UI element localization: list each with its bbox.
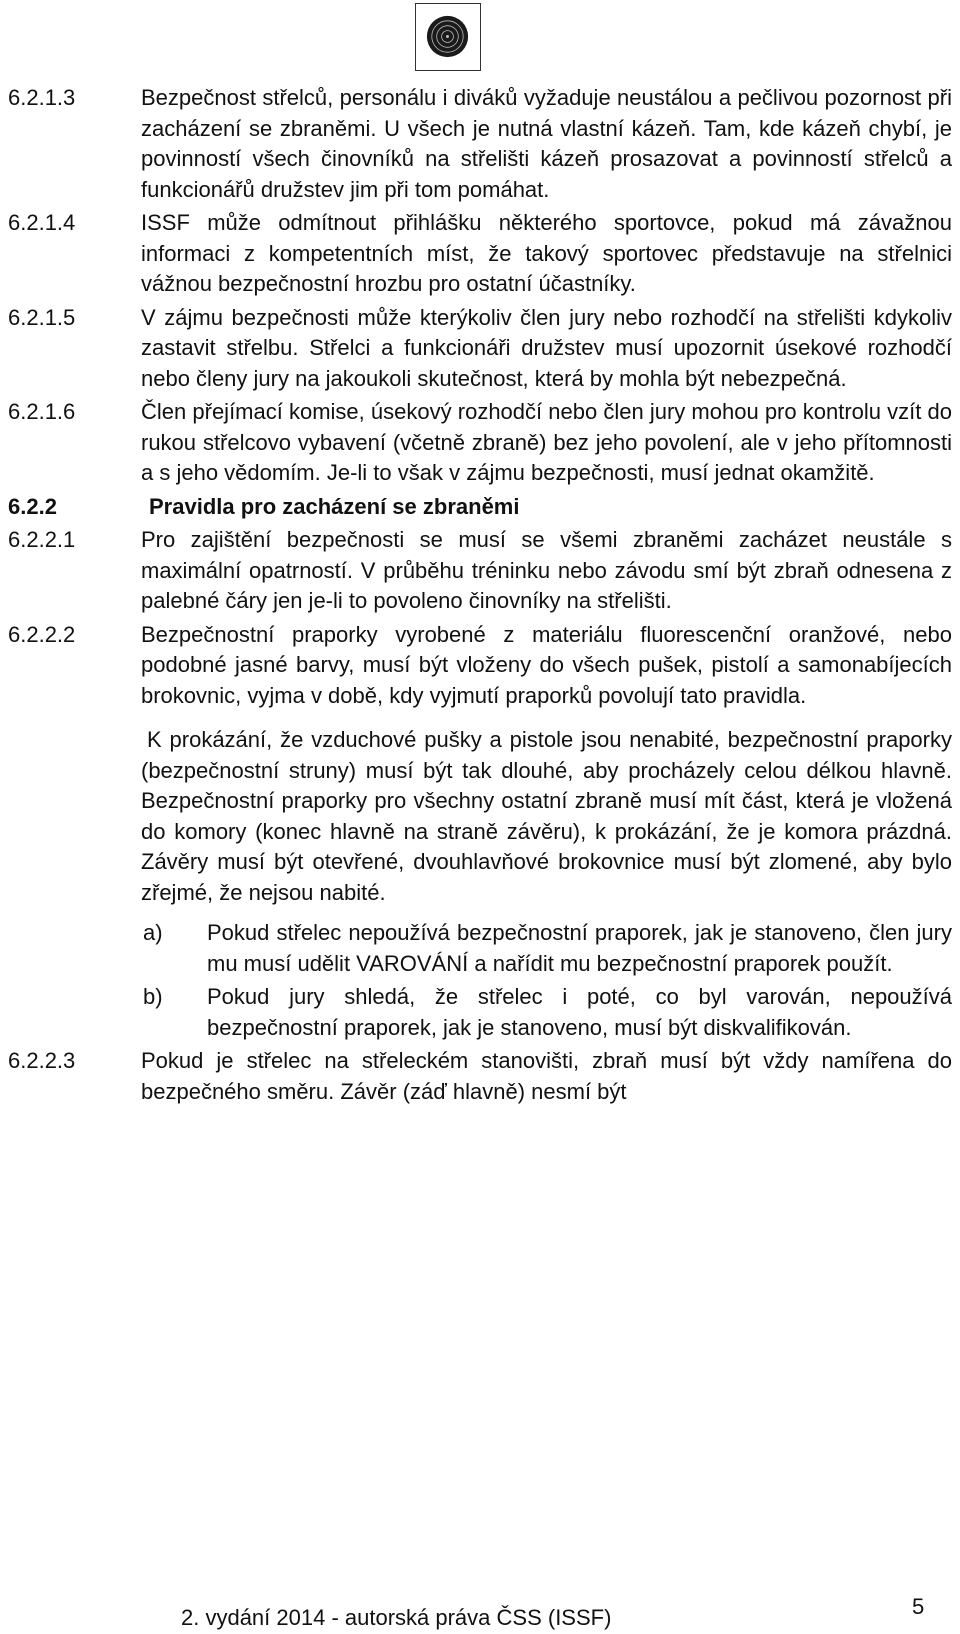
rule-number: 6.2.2.3 [8, 1048, 76, 1073]
list-item [141, 918, 952, 979]
rule-item-list [141, 918, 952, 1043]
section-title: Pravidla pro zacházení se zbraněmi [149, 493, 520, 519]
rule-6-2-1-4 [8, 208, 952, 300]
document-body [8, 83, 952, 1107]
rule-text: Bezpečnost střelců, personálu i diváků vyžaduje neustálou a pečlivou pozornost při zacházení se zbraněmi. U všech je nutná vlastní kázeň. Tam, kde kázeň chybí, je povinností všech činovníků na střelišti kázeň prosazovat a povinností střelců a funkcionářů družstev jim při tom pomáhat. [141, 85, 952, 202]
rule-6-2-2-3 [8, 1046, 952, 1107]
list-item-text: Pokud jury shledá, že střelec i poté, co byl varován, nepoužívá bezpečnostní praporek, jak je stanoveno, musí být diskvalifikován. [207, 984, 952, 1040]
rule-paragraph: K prokázání, že vzduchové pušky a pistole jsou nenabité, bezpečnostní praporky (bezpečnostní struny) musí být tak dlouhé, aby procházely celou délkou hlavně. Bezpečnostní praporky pro všechny ostatní zbraně musí mít část, která je vložená do komory (konec hlavně na straně závěru), k prokázání, že je komora prázdná. Závěry musí být otevřené, dvouhlavňové brokovnice musí být zlomené, aby bylo zřejmé, že nejsou nabité. [141, 727, 952, 905]
list-item-text: Pokud střelec nepoužívá bezpečnostní praporek, jak je stanoveno, člen jury mu musí udělit VAROVÁNÍ a nařídit mu bezpečnostní praporek použít. [207, 920, 952, 976]
rule-text: ISSF může odmítnout přihlášku některého sportovce, pokud má závažnou informaci z kompetentních míst, že takový sportovec představuje na střelnici vážnou bezpečnostní hrozbu pro ostatní účastníky. [141, 210, 952, 296]
target-icon [421, 10, 474, 63]
page-footer [0, 1593, 960, 1634]
section-number: 6.2.2 [8, 493, 57, 519]
rule-text: Člen přejímací komise, úsekový rozhodčí nebo člen jury mohou pro kontrolu vzít do rukou střelcovo vybavení (včetně zbraně) bez jeho povolení, ale v jeho přítomnosti a s jeho vědomím. Je-li to však v zájmu bezpečnosti, musí jednat okamžitě. [141, 399, 952, 485]
rule-number: 6.2.1.4 [8, 210, 76, 235]
page-number: 5 [912, 1594, 925, 1619]
rule-number: 6.2.1.6 [8, 399, 76, 424]
rule-6-2-2-2 [8, 620, 952, 712]
section-heading-6-2-2 [8, 492, 952, 523]
rule-6-2-1-6 [8, 397, 952, 489]
list-item [141, 982, 952, 1043]
issf-target-logo [415, 3, 481, 71]
rule-6-2-2-1 [8, 525, 952, 617]
rule-text: Pokud je střelec na střeleckém stanovišti, zbraň musí být vždy namířena do bezpečného směru. Závěr (záď hlavně) nesmí být [141, 1048, 952, 1104]
list-item-label: a) [143, 920, 163, 945]
rule-number: 6.2.2.1 [8, 527, 76, 552]
rule-text: Bezpečnostní praporky vyrobené z materiálu fluorescenční oranžové, nebo podobné jasné barvy, musí být vloženy do všech pušek, pistolí a samonabíjecích brokovnic, vyjma v době, kdy vyjmutí praporků povolují tato pravidla. [141, 621, 952, 708]
list-item-label: b) [143, 984, 163, 1009]
rule-6-2-1-3 [8, 83, 952, 205]
footer-edition-text: 2. vydání 2014 - autorská práva ČSS (ISSF) [181, 1605, 612, 1630]
rule-text: Pro zajištění bezpečnosti se musí se všemi zbraněmi zacházet neustále s maximální opatrností. V průběhu tréninku nebo závodu smí být zbraň odnesena z palebné čáry jen je-li to povoleno činovníky na střelišti. [141, 527, 952, 613]
rule-6-2-1-5 [8, 303, 952, 395]
rule-number: 6.2.1.3 [8, 85, 76, 110]
rule-number: 6.2.1.5 [8, 304, 76, 330]
rule-number: 6.2.2.2 [8, 621, 76, 647]
rule-text: V zájmu bezpečnosti může kterýkoliv člen jury nebo rozhodčí na střelišti kdykoliv zastavit střelbu. Střelci a funkcionáři družstev musí upozornit úsekové rozhodčí nebo členy jury na jakoukoli skutečnost, která by mohla být nebezpečná. [141, 304, 952, 391]
